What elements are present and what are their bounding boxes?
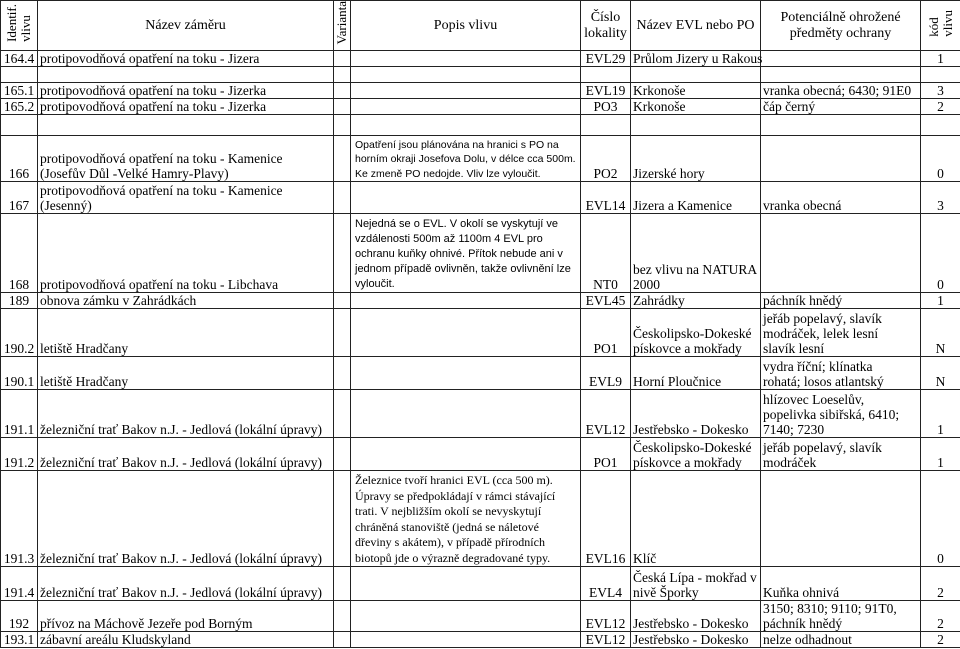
table-row [1, 51, 960, 67]
impact-description-cell: Železnice tvoří hranici EVL (cca 500 m). Úpravy se předpokládají v rámci stávající trati. V nejbližším okolí se nevyskytují chráněná stanoviště (jedná se náletové dřeviny s akátem), v případě přírodních biotopů jde o výrazně degradované typy. [351, 471, 581, 567]
impact-code-cell: 0 [921, 214, 960, 293]
empty-cell [761, 67, 921, 83]
impact-code-cell: 0 [921, 136, 960, 182]
impact-id-cell: 168 [1, 214, 38, 293]
table-row [1, 471, 960, 567]
project-name-cell: protipovodňová opatření na toku - Jizerka [38, 83, 334, 99]
threatened-features-cell: čáp černý [761, 99, 921, 115]
impact-description-cell [351, 438, 581, 471]
threatened-features-cell: vranka obecná [761, 182, 921, 214]
variant-cell [334, 390, 351, 438]
threatened-features-cell: nelze odhadnout [761, 632, 921, 648]
impact-description-cell [351, 182, 581, 214]
variant-cell [334, 214, 351, 293]
empty-cell [38, 67, 334, 83]
locality-number-cell: PO2 [581, 136, 631, 182]
variant-cell [334, 632, 351, 648]
impact-id-cell: 164.4 [1, 51, 38, 67]
impact-id-cell: 166 [1, 136, 38, 182]
impact-description-cell [351, 390, 581, 438]
impact-code-cell: 3 [921, 182, 960, 214]
header-variant [334, 1, 351, 51]
header-impact-code [921, 1, 960, 51]
table-row [1, 309, 960, 357]
variant-cell [334, 293, 351, 309]
impact-description-cell [351, 309, 581, 357]
empty-row [1, 67, 960, 83]
variant-cell [334, 438, 351, 471]
project-name-cell: železniční trať Bakov n.J. - Jedlová (lokální úpravy) [38, 438, 334, 471]
impact-code-cell: 1 [921, 438, 960, 471]
impact-id-cell: 191.4 [1, 567, 38, 601]
table-row [1, 136, 960, 182]
site-name-cell: Českolipsko-Dokeské pískovce a mokřady [631, 309, 761, 357]
locality-number-cell: PO1 [581, 438, 631, 471]
threatened-features-cell: jeřáb popelavý, slavík modráček [761, 438, 921, 471]
header-description: Popis vlivu [351, 1, 581, 51]
variant-cell [334, 83, 351, 99]
impact-description-cell [351, 83, 581, 99]
variant-cell [334, 357, 351, 390]
table-row [1, 214, 960, 293]
locality-number-cell: NT0 [581, 214, 631, 293]
empty-cell [631, 115, 761, 136]
site-name-cell: Krkonoše [631, 83, 761, 99]
impact-id-cell: 192 [1, 601, 38, 632]
locality-number-cell: EVL45 [581, 293, 631, 309]
impact-id-cell: 165.1 [1, 83, 38, 99]
threatened-features-cell: vydra říční; klínatka rohatá; losos atlantský [761, 357, 921, 390]
threatened-features-cell: vranka obecná; 6430; 91E0 [761, 83, 921, 99]
impact-description-cell: Nejedná se o EVL. V okolí se vyskytují ve vzdálenosti 500m až 1100m 4 EVL pro ochranu kuňky ohnivé. Přítok nebude ani v jednom případě ovlivněn, takže ovlivnění lze vyloučit. [351, 214, 581, 293]
impact-id-cell: 165.2 [1, 99, 38, 115]
empty-cell [334, 115, 351, 136]
header-locality-number: Číslo lokality [581, 1, 631, 51]
locality-number-cell: EVL12 [581, 601, 631, 632]
locality-number-cell: EVL4 [581, 567, 631, 601]
threatened-features-cell: hlízovec Loeselův, popelivka sibiřská, 6410; 7140; 7230 [761, 390, 921, 438]
impact-code-cell: 2 [921, 632, 960, 648]
project-name-cell: železniční trať Bakov n.J. - Jedlová (lokální úpravy) [38, 390, 334, 438]
table-row [1, 357, 960, 390]
variant-cell [334, 51, 351, 67]
impact-id-cell: 191.2 [1, 438, 38, 471]
threatened-features-cell: 3150; 8310; 9110; 91T0, páchník hnědý [761, 601, 921, 632]
empty-cell [351, 67, 581, 83]
header-threatened-features: Potenciálně ohrožené předměty ochrany [761, 1, 921, 51]
impact-description-cell [351, 601, 581, 632]
impact-code-cell: 1 [921, 390, 960, 438]
table-row [1, 567, 960, 601]
locality-number-cell: EVL29 [581, 51, 631, 67]
project-name-cell: protipovodňová opatření na toku - Libchava [38, 214, 334, 293]
site-name-cell: Klíč [631, 471, 761, 567]
impact-code-cell: 1 [921, 51, 960, 67]
impact-description-cell [351, 51, 581, 67]
site-name-cell: bez vlivu na NATURA 2000 [631, 214, 761, 293]
locality-number-cell: EVL9 [581, 357, 631, 390]
variant-cell [334, 567, 351, 601]
locality-number-cell: EVL14 [581, 182, 631, 214]
threatened-features-cell: Kuňka ohnivá [761, 567, 921, 601]
table-row [1, 601, 960, 632]
header-row [1, 1, 960, 51]
impact-id-cell: 190.1 [1, 357, 38, 390]
project-name-cell: protipovodňová opatření na toku - Kamenice (Josefův Důl -Velké Hamry-Plavy) [38, 136, 334, 182]
locality-number-cell: PO3 [581, 99, 631, 115]
project-name-cell: železniční trať Bakov n.J. - Jedlová (lokální úpravy) [38, 567, 334, 601]
site-name-cell: Jizerské hory [631, 136, 761, 182]
empty-cell [1, 67, 38, 83]
site-name-cell: Krkonoše [631, 99, 761, 115]
site-name-cell: Českolipsko-Dokeské pískovce a mokřady [631, 438, 761, 471]
impact-id-cell: 189 [1, 293, 38, 309]
variant-cell [334, 471, 351, 567]
project-name-cell: letiště Hradčany [38, 357, 334, 390]
impact-code-cell: 2 [921, 99, 960, 115]
header-site-name: Název EVL nebo PO [631, 1, 761, 51]
threatened-features-cell: páchník hnědý [761, 293, 921, 309]
table-row [1, 99, 960, 115]
variant-cell [334, 601, 351, 632]
impact-code-cell: N [921, 309, 960, 357]
threatened-features-cell [761, 51, 921, 67]
table-row [1, 182, 960, 214]
empty-cell [351, 115, 581, 136]
table-row [1, 293, 960, 309]
threatened-features-cell [761, 136, 921, 182]
empty-cell [334, 67, 351, 83]
impact-id-cell: 190.2 [1, 309, 38, 357]
impact-description-cell [351, 357, 581, 390]
site-name-cell: Jestřebsko - Dokesko [631, 632, 761, 648]
project-name-cell: protipovodňová opatření na toku - Jizerka [38, 99, 334, 115]
site-name-cell: Zahrádky [631, 293, 761, 309]
header-project-name: Název záměru [38, 1, 334, 51]
impact-code-cell: 2 [921, 601, 960, 632]
site-name-cell: Jizera a Kamenice [631, 182, 761, 214]
project-name-cell: letiště Hradčany [38, 309, 334, 357]
variant-cell [334, 309, 351, 357]
project-name-cell: protipovodňová opatření na toku - Kamenice (Jesenný) [38, 182, 334, 214]
empty-cell [581, 67, 631, 83]
project-name-cell: protipovodňová opatření na toku - Jizera [38, 51, 334, 67]
empty-cell [631, 67, 761, 83]
impact-code-cell: 3 [921, 83, 960, 99]
impact-description-cell: Opatření jsou plánována na hranici s PO na horním okraji Josefova Dolu, v délce cca 500m. Ke zmeně PO nedojde. Vliv lze vyloučit. [351, 136, 581, 182]
empty-cell [921, 67, 960, 83]
table-row [1, 632, 960, 648]
site-name-cell: Česká Lípa - mokřad v nivě Šporky [631, 567, 761, 601]
header-impact-id [1, 1, 38, 51]
empty-cell [921, 115, 960, 136]
variant-cell [334, 136, 351, 182]
project-name-cell: zábavní areálu Kludskyland [38, 632, 334, 648]
site-name-cell: Průlom Jizery u Rakous [631, 51, 761, 67]
table-row [1, 438, 960, 471]
threatened-features-cell: jeřáb popelavý, slavík modráček, lelek lesní slavík lesní [761, 309, 921, 357]
table-row [1, 390, 960, 438]
project-name-cell: obnova zámku v Zahrádkách [38, 293, 334, 309]
empty-row [1, 115, 960, 136]
site-name-cell: Horní Ploučnice [631, 357, 761, 390]
impact-description-cell [351, 567, 581, 601]
impact-id-cell: 193.1 [1, 632, 38, 648]
threatened-features-cell [761, 214, 921, 293]
impact-code-cell: N [921, 357, 960, 390]
impact-code-cell: 1 [921, 293, 960, 309]
locality-number-cell: PO1 [581, 309, 631, 357]
site-name-cell: Jestřebsko - Dokesko [631, 601, 761, 632]
site-name-cell: Jestřebsko - Dokesko [631, 390, 761, 438]
impact-code-cell: 0 [921, 471, 960, 567]
locality-number-cell: EVL12 [581, 632, 631, 648]
locality-number-cell: EVL16 [581, 471, 631, 567]
project-name-cell: železniční trať Bakov n.J. - Jedlová (lokální úpravy) [38, 471, 334, 567]
project-name-cell: přívoz na Máchově Jezeře pod Borným [38, 601, 334, 632]
variant-cell [334, 99, 351, 115]
impact-id-cell: 191.1 [1, 390, 38, 438]
empty-cell [761, 115, 921, 136]
impact-description-cell [351, 632, 581, 648]
impact-description-cell [351, 99, 581, 115]
locality-number-cell: EVL19 [581, 83, 631, 99]
impact-description-cell [351, 293, 581, 309]
threatened-features-cell [761, 471, 921, 567]
header-variant-label: Varianta [334, 1, 349, 45]
header-impact-code-label: kód vlivu [925, 9, 955, 37]
empty-cell [1, 115, 38, 136]
empty-cell [38, 115, 334, 136]
variant-cell [334, 182, 351, 214]
impact-code-cell: 2 [921, 567, 960, 601]
impact-id-cell: 167 [1, 182, 38, 214]
header-impact-id-label: Identif. vlivu [4, 4, 33, 42]
table-row [1, 83, 960, 99]
impact-id-cell: 191.3 [1, 471, 38, 567]
locality-number-cell: EVL12 [581, 390, 631, 438]
empty-cell [581, 115, 631, 136]
